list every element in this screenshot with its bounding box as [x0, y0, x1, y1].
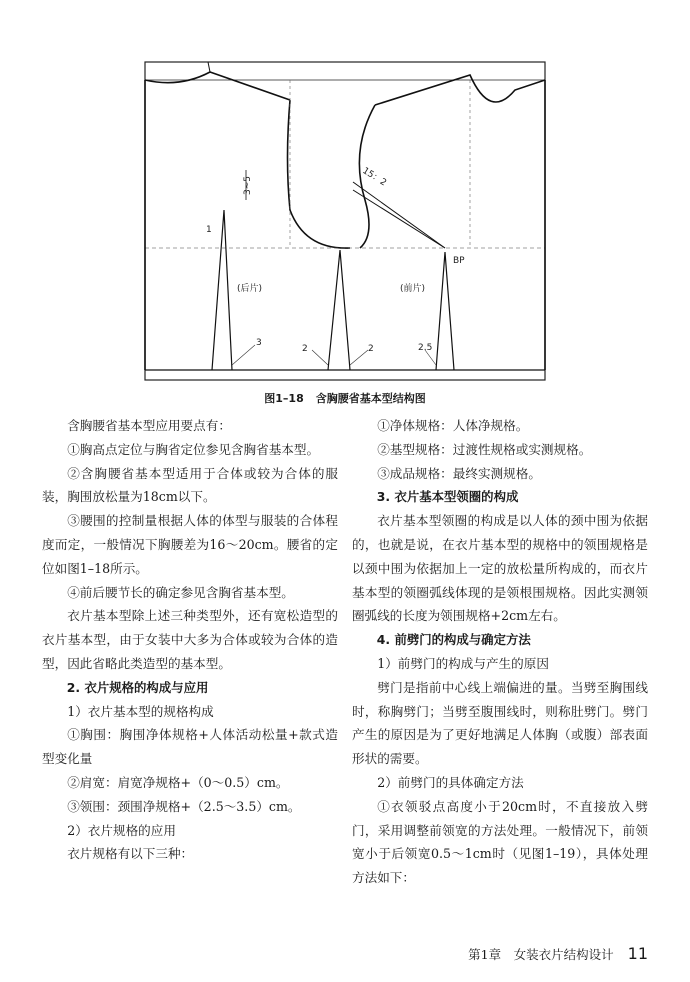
label-bp: BP — [453, 256, 465, 266]
leader-dart-2a — [312, 350, 328, 365]
paragraph: 2）前劈门的具体确定方法 — [377, 774, 524, 790]
back-armhole — [288, 100, 351, 248]
label-dart-2b: 2 — [368, 344, 374, 354]
label-ratio: 15：2 — [360, 166, 388, 189]
paragraph: 衣片基本型领圈的构成是以人体的颈中围为依据的，也就是说，在衣片基本型的规格中的领围规格是以颈中围为依据加上一定的放松量所构成的，而衣片基本型的领圈弧线体现的是领根围规格。因此实测领圈弧线的长度为领围规格+2cm左右。 — [352, 513, 648, 624]
leader-dart-2b — [350, 350, 368, 365]
paragraph: ①净体规格：人体净规格。 — [377, 418, 529, 433]
label-dim-1: 1 — [206, 225, 212, 235]
leader-dart-3 — [232, 345, 255, 365]
paragraph: 1）衣片基本型的规格构成 — [67, 703, 214, 719]
section-heading: 2. 衣片规格的构成与应用 — [66, 679, 209, 695]
paragraph: ①胸围：胸围净体规格+人体活动松量+款式造型变化量 — [42, 727, 338, 767]
page-number: 11 — [627, 944, 648, 963]
label-dart-3: 3 — [256, 338, 262, 348]
label-dart-2a: 2 — [302, 344, 308, 354]
front-waist-dart — [436, 252, 454, 370]
section-heading: 3. 衣片基本型领圈的构成 — [376, 489, 519, 505]
back-neck-line — [208, 62, 210, 72]
paragraph: 含胸腰省基本型应用要点有： — [67, 418, 231, 433]
back-shoulder-line — [145, 72, 290, 100]
chapter-title: 第1章 女装衣片结构设计 — [468, 947, 614, 962]
side-waist-dart — [328, 250, 350, 370]
pattern-diagram — [140, 60, 550, 385]
right-column — [352, 414, 648, 890]
caption-number: 图1–18 — [264, 392, 304, 405]
label-front-piece: (前片) — [400, 284, 426, 294]
caption-title: 含胸腰省基本型结构图 — [315, 392, 426, 405]
paragraph: ②含胸腰省基本型适用于合体或较为合体的服装，胸围放松量为18cm以下。 — [42, 465, 338, 505]
paragraph: 1）前劈门的构成与产生的原因 — [377, 655, 549, 671]
label-dart-2-5: 2.5 — [418, 343, 433, 353]
paragraph: ①衣领驳点高度小于20cm时，不直接放入劈门，采用调整前领宽的方法处理。一般情况下，前领宽小于后领宽0.5～1cm时（见图1–19），具体处理方法如下： — [352, 798, 648, 886]
paragraph: ④前后腰节长的确定参见含胸省基本型。 — [67, 584, 294, 600]
label-dim-3-5: 3~5 — [243, 176, 253, 195]
paragraph: 衣片规格有以下三种： — [67, 846, 194, 862]
paragraph: ②肩宽：肩宽净规格+（0～0.5）cm。 — [67, 774, 289, 790]
front-shoulder-line — [375, 75, 545, 105]
label-back-piece: (后片) — [237, 284, 263, 294]
pattern-figure — [140, 60, 550, 385]
section-heading: 4. 前劈门的构成与确定方法 — [376, 632, 531, 648]
paragraph: ③腰围的控制量根据人体的体型与服装的合体程度而定，一般情况下胸腰差为16～20cm。腰省的定位如图1–18所示。 — [42, 513, 338, 576]
paragraph: 衣片基本型除上述三种类型外，还有宽松造型的衣片基本型，由于女装中大多为合体或较为合体的造型，因此省略此类造型的基本型。 — [42, 608, 338, 671]
paragraph: ③领围：颈围净规格+（2.5～3.5）cm。 — [67, 798, 301, 814]
paragraph: ②基型规格：过渡性规格或实测规格。 — [377, 441, 592, 457]
page-footer — [468, 944, 648, 963]
back-waist-dart — [212, 210, 232, 370]
paragraph: 2）衣片规格的应用 — [67, 822, 176, 838]
figure-caption — [0, 390, 690, 406]
paragraph: ①胸高点定位与胸省定位参见含胸省基本型。 — [67, 441, 320, 457]
paragraph: ③成品规格：最终实测规格。 — [377, 465, 541, 481]
frame-rect — [145, 62, 545, 380]
paragraph: 劈门是指前中心线上端偏进的量。当劈至胸围线时，称胸劈门；当劈至腹围线时，则称肚劈门。劈门产生的原因是为了更好地满足人体胸（或腹）部表面形状的需要。 — [352, 679, 648, 767]
left-column — [42, 414, 338, 866]
